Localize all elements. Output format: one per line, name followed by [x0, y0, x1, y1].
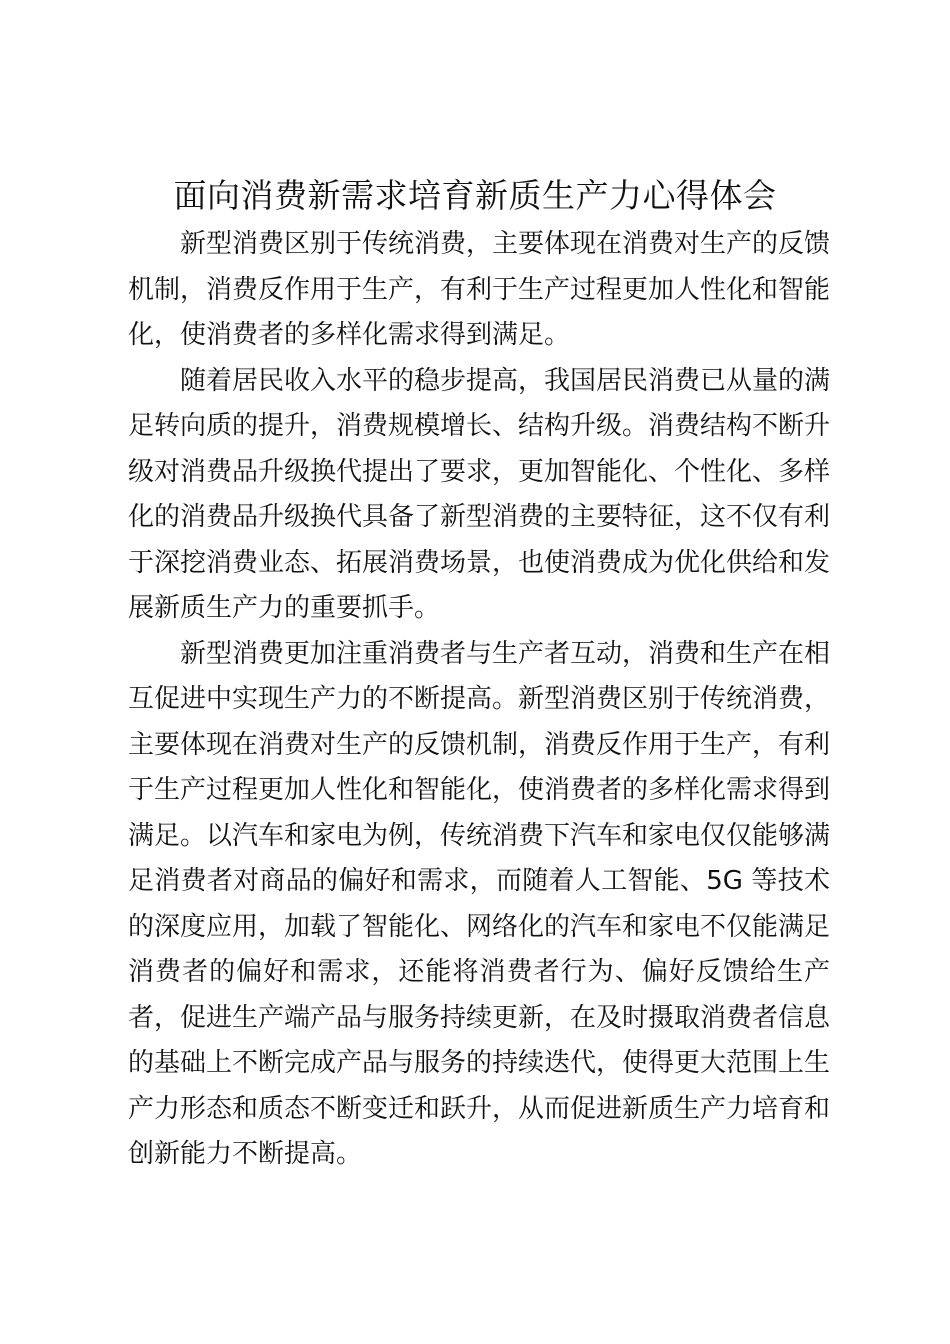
document-body [128, 222, 830, 1178]
paragraph-1: 新型消费区别于传统消费，主要体现在消费对生产的反馈机制，消费反作用于生产，有利于生产过程更加人性化和智能化，使消费者的多样化需求得到满足。 [128, 229, 831, 350]
document-title: 面向消费新需求培育新质生产力心得体会 [173, 176, 777, 215]
paragraph-3: 新型消费更加注重消费者与生产者互动，消费和生产在相互促进中实现生产力的不断提高。新型消费区别于传统消费，主要体现在消费对生产的反馈机制，消费反作用于生产，有利于生产过程更加人性化和智能化，使消费者的多样化需求得到满足。以汽车和家电为例，传统消费下汽车和家电仅仅能够满足消费者对商品的偏好和需求，而随着人工智能、5G 等技术的深度应用，加载了智能化、网络化的汽车和家电不仅能满足消费者的偏好和需求，还能将消费者行为、偏好反馈给生产者，促进生产端产品与服务持续更新，在及时摄取消费者信息的基础上不断完成产品与服务的持续迭代，使得更大范围上生产力形态和质态不断变迁和跃升，从而促进新质生产力培育和创新能力不断提高。 [128, 638, 831, 1169]
paragraph-2: 随着居民收入水平的稳步提高，我国居民消费已从量的满足转向质的提升，消费规模增长、结构升级。消费结构不断升级对消费品升级换代提出了要求，更加智能化、个性化、多样化的消费品升级换代具备了新型消费的主要特征，这不仅有利于深挖消费业态、拓展消费场景，也使消费成为优化供给和发展新质生产力的重要抓手。 [128, 365, 831, 623]
